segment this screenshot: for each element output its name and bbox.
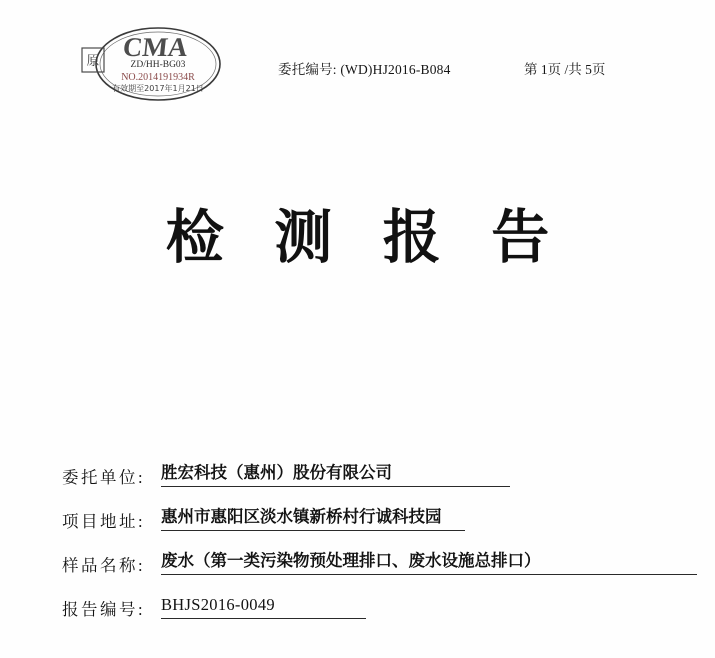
entrust-no-value: (WD)HJ2016-B084 <box>340 62 451 77</box>
field-label-sample-name: 样品名称: <box>62 556 146 575</box>
field-report-no <box>62 594 662 638</box>
page-indicator: 第 1页 /共 5页 <box>524 62 606 77</box>
field-sample-name <box>62 550 662 594</box>
stamp-validity: 有效期至2017年1月21日 <box>112 84 204 93</box>
field-project-address <box>62 506 662 550</box>
entrust-no-label: 委托编号: <box>278 62 337 77</box>
field-value-project-address: 惠州市惠阳区淡水镇新桥村行诚科技园 <box>161 507 465 531</box>
field-label-report-no: 报告编号: <box>62 600 146 619</box>
entrust-no <box>278 58 451 78</box>
field-label-entrust-unit: 委托单位: <box>62 468 146 487</box>
field-value-report-no: BHJS2016-0049 <box>161 595 366 619</box>
report-header-row <box>0 58 715 82</box>
field-value-sample-name: 废水（第一类污染物预处理排口、废水设施总排口） <box>161 551 697 575</box>
stamp-cert-code: ZD/HH-BG03 <box>130 60 186 70</box>
field-label-project-address: 项目地址: <box>62 512 146 531</box>
field-value-entrust-unit: 胜宏科技（惠州）股份有限公司 <box>161 463 510 487</box>
stamp-side-seal: 原 <box>86 53 100 68</box>
svg-text:CMA: CMA <box>121 32 190 62</box>
field-entrust-unit <box>62 462 662 506</box>
stamp-cert-no: NO.2014191934R <box>121 72 195 83</box>
page-title: 检 测 报 告 <box>165 205 568 270</box>
report-fields <box>62 462 662 638</box>
